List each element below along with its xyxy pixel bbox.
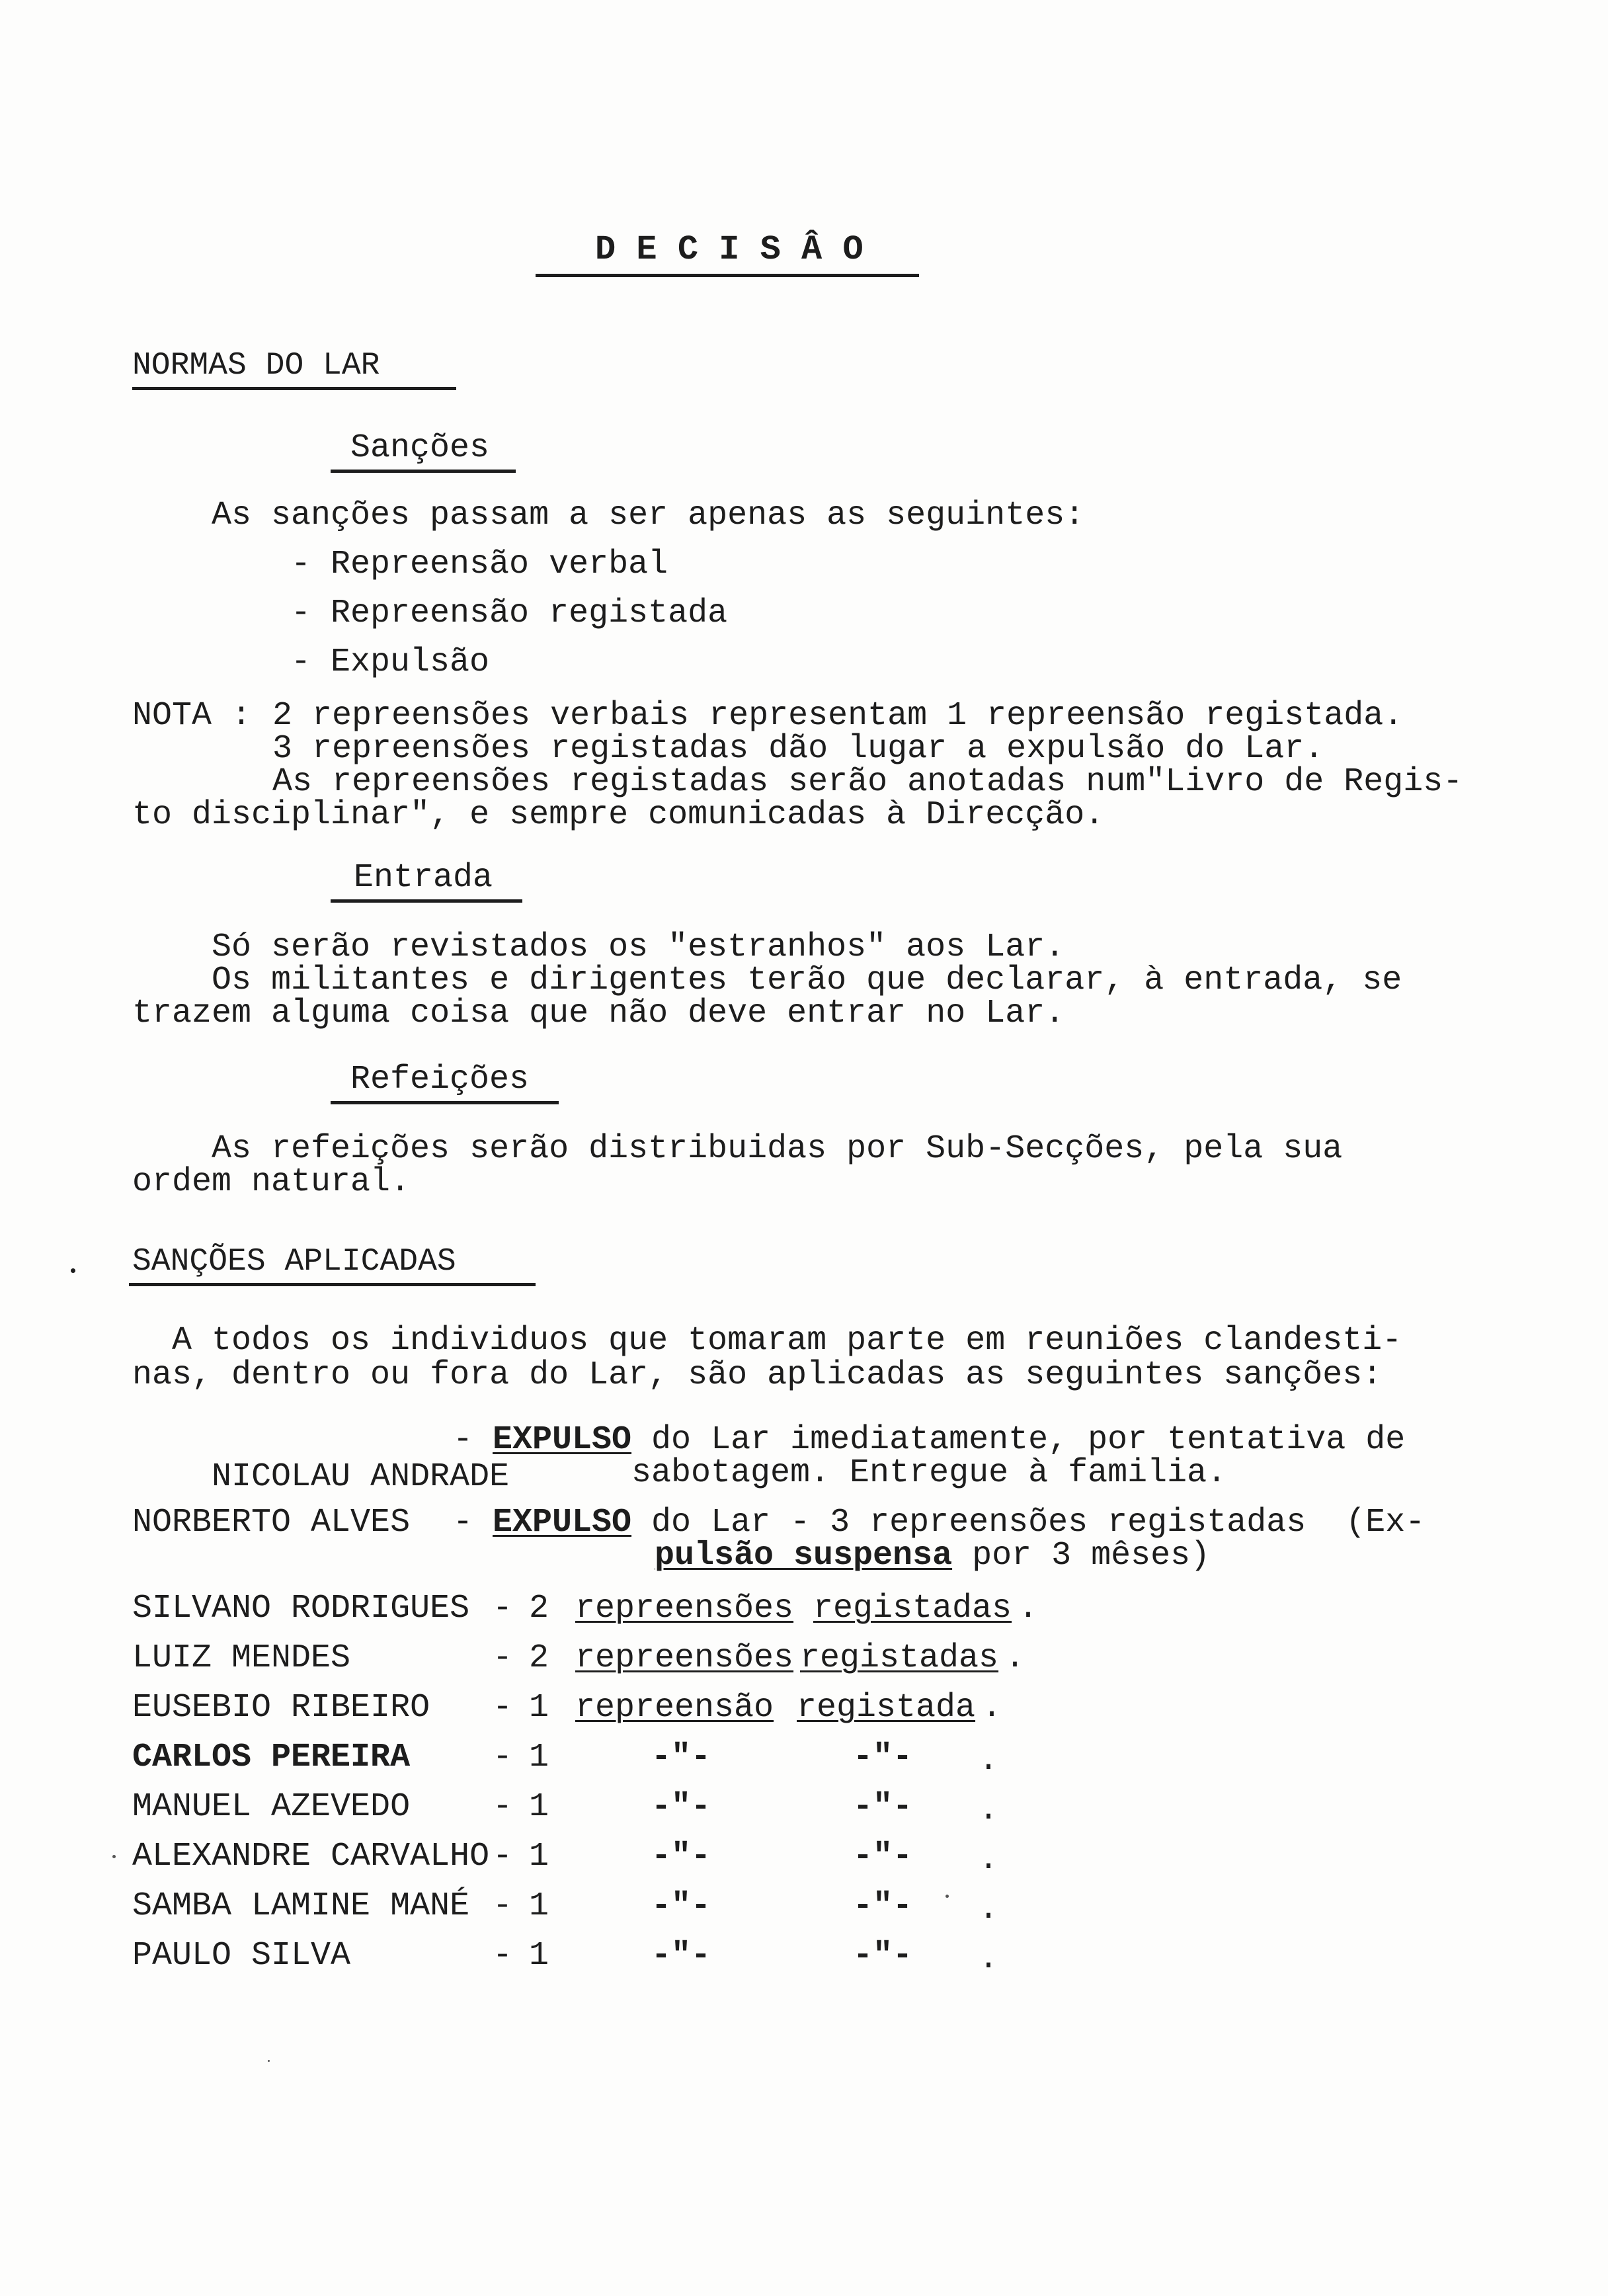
reprimand-count: 1 <box>529 1739 549 1776</box>
person-name: MANUEL AZEVEDO <box>132 1788 411 1826</box>
sancao-item: - Expulsão <box>291 643 490 681</box>
row-end: . <box>979 1742 999 1780</box>
ditto-mark: -"- <box>853 1937 913 1975</box>
scan-speck <box>268 2060 270 2062</box>
sanction-tag: EXPULSO <box>493 1504 632 1541</box>
row-end: . <box>979 1841 999 1879</box>
nota-label: NOTA : <box>132 697 252 735</box>
row-dash: - <box>493 1639 513 1677</box>
nota-line: 2 repreensões verbais representam 1 repreensão registada. <box>272 697 1404 735</box>
suspension-note: pulsão suspensa <box>655 1537 953 1575</box>
entrada-line: Os militantes e dirigentes terão que declarar, à entrada, se <box>212 962 1402 999</box>
title-underline <box>536 274 919 277</box>
sancoes-intro: As sanções passam a ser apenas as seguintes: <box>212 497 1085 534</box>
sanction-tag: EXPULSO <box>493 1421 632 1459</box>
ditto-mark: -"- <box>651 1887 711 1925</box>
sancao-item: - Repreensão registada <box>291 594 728 632</box>
ditto-mark: -"- <box>853 1739 913 1776</box>
ditto-mark: -"- <box>651 1838 711 1875</box>
section-heading-normas: NORMAS DO LAR <box>132 348 380 384</box>
reprimand-type: repreensões <box>575 1590 794 1627</box>
sanction-detail: do Lar imediatamente, por tentativa de <box>631 1421 1406 1459</box>
row-end: . <box>1018 1590 1039 1627</box>
reprimand-count: 2 <box>529 1639 549 1677</box>
reprimand-type: repreensões <box>575 1639 794 1677</box>
sanction-continuation <box>655 1538 1210 1575</box>
subheading-sancoes: Sanções <box>350 429 490 467</box>
reprimand-count: 1 <box>529 1788 549 1826</box>
person-name: EUSEBIO RIBEIRO <box>132 1689 430 1727</box>
refeicoes-line: As refeições serão distribuidas por Sub-Secções, pela sua <box>212 1130 1343 1168</box>
reprimand-count: 1 <box>529 1689 549 1727</box>
row-end: . <box>1005 1639 1025 1677</box>
reprimand-type: repreensão <box>575 1689 774 1727</box>
person-name: NORBERTO ALVES <box>132 1504 411 1541</box>
person-name: SILVANO RODRIGUES <box>132 1590 470 1627</box>
sancao-item: - Repreensão verbal <box>291 546 668 583</box>
entrada-underline <box>331 899 522 903</box>
sanction-text <box>493 1504 1425 1541</box>
row-end: . <box>982 1689 1002 1727</box>
ditto-mark: -"- <box>853 1838 913 1875</box>
scan-speck <box>112 1855 116 1858</box>
row-dash: - <box>493 1937 513 1975</box>
person-name: PAULO SILVA <box>132 1937 351 1975</box>
reprimand-kind: registada <box>797 1689 976 1727</box>
reprimand-kind: registadas <box>800 1639 999 1677</box>
row-dash: - <box>453 1504 473 1541</box>
nota-line: As repreensões registadas serão anotadas num"Livro de Regis- <box>272 763 1463 801</box>
sanction-text <box>493 1422 1405 1459</box>
person-name: LUIZ MENDES <box>132 1639 351 1677</box>
person-name: NICOLAU ANDRADE <box>212 1458 510 1496</box>
subheading-entrada: Entrada <box>354 859 493 897</box>
row-end: . <box>979 1791 999 1829</box>
refeicoes-underline <box>331 1101 559 1104</box>
person-name: CARLOS PEREIRA <box>132 1739 411 1776</box>
nota-line: 3 repreensões registadas dão lugar a expulsão do Lar. <box>272 730 1324 768</box>
scan-speck <box>945 1895 949 1898</box>
sanction-detail: do Lar - 3 repreensões registadas (Ex- <box>631 1504 1426 1541</box>
document-title: D E C I S Â O <box>595 230 864 269</box>
ditto-mark: -"- <box>651 1788 711 1826</box>
ditto-mark: -"- <box>853 1887 913 1925</box>
reprimand-count: 1 <box>529 1838 549 1875</box>
reprimand-count: 2 <box>529 1590 549 1627</box>
normas-underline <box>132 387 456 390</box>
row-end: . <box>979 1891 999 1928</box>
suspension-detail: por 3 mêses) <box>952 1537 1211 1575</box>
ditto-mark: -"- <box>651 1739 711 1776</box>
row-dash: - <box>493 1788 513 1826</box>
ditto-mark: -"- <box>651 1937 711 1975</box>
nota-line-last: to disciplinar", e sempre comunicadas à Direcção. <box>132 796 1105 834</box>
ditto-mark: -"- <box>853 1788 913 1826</box>
reprimand-count: 1 <box>529 1887 549 1925</box>
margin-mark <box>71 1268 75 1273</box>
sancoes-underline <box>331 470 516 473</box>
row-dash: - <box>493 1689 513 1727</box>
subheading-refeicoes: Refeições <box>350 1061 530 1098</box>
sanction-continuation: sabotagem. Entregue à familia. <box>631 1454 1227 1492</box>
row-end: . <box>979 1940 999 1978</box>
row-dash: - <box>493 1887 513 1925</box>
entrada-line: Só serão revistados os "estranhos" aos Lar. <box>212 928 1065 966</box>
refeicoes-line: ordem natural. <box>132 1163 411 1201</box>
aplicadas-underline <box>129 1283 536 1286</box>
reprimand-count: 1 <box>529 1937 549 1975</box>
row-dash: - <box>453 1421 473 1459</box>
entrada-line: trazem alguma coisa que não deve entrar no Lar. <box>132 995 1065 1032</box>
reprimand-kind: registadas <box>813 1590 1012 1627</box>
row-dash: - <box>493 1590 513 1627</box>
person-name: ALEXANDRE CARVALHO <box>132 1838 490 1875</box>
person-name: SAMBA LAMINE MANÉ <box>132 1887 470 1925</box>
row-dash: - <box>493 1838 513 1875</box>
row-dash: - <box>493 1739 513 1776</box>
aplicadas-intro: nas, dentro ou fora do Lar, são aplicadas as seguintes sanções: <box>132 1356 1383 1394</box>
section-heading-aplicadas: SANÇÕES APLICADAS <box>132 1244 456 1280</box>
aplicadas-intro: A todos os individuos que tomaram parte em reuniões clandesti- <box>172 1322 1402 1360</box>
